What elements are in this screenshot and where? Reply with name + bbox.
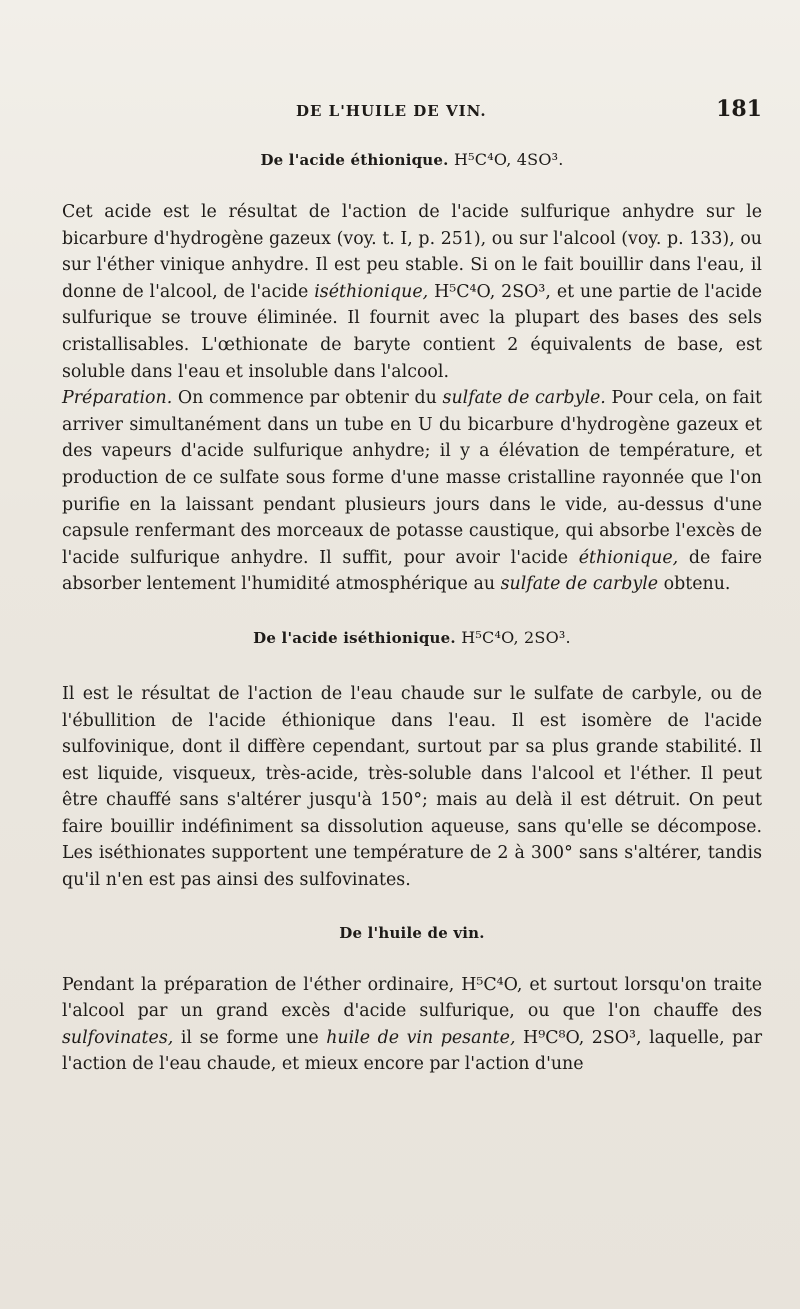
running-title: DE L'HUILE DE VIN.	[296, 102, 487, 120]
heading-formula: H⁵C⁴O, 2SO³.	[461, 627, 571, 647]
text-run: obtenu.	[658, 574, 731, 595]
heading-text: De l'huile de vin.	[339, 923, 485, 942]
text-run: H⁹C⁸O, 2SO³, laquelle, par l'action de l'eau chaude, et mieux encore par l'action d'une	[62, 1027, 763, 1075]
text-run: de faire absorber lentement l'humidité atmosphérique au	[62, 547, 762, 595]
italic-run: sulfate de carbyle.	[442, 388, 606, 409]
page-number: 181	[716, 96, 762, 122]
paragraph-preparation	[62, 385, 762, 598]
section-heading-isethionique	[62, 628, 762, 647]
italic-run: Préparation.	[62, 388, 173, 409]
paragraph-huile-de-vin	[62, 972, 762, 1078]
text-run: On commence par obtenir du	[172, 388, 443, 409]
text-run: Cet acide est le résultat de l'action de l'acide sulfurique anhydre sur le bicarbure d'hydrogène gazeux (voy. t. I, p. 251), ou sur l'alcool (voy. p. 133), ou sur l'éther vinique anhydre. Il est peu stable. Si on le fait bouillir dans l'eau, il donne de l'alcool, de l'acide	[62, 202, 762, 302]
running-head	[62, 90, 762, 130]
italic-run: sulfovinates,	[62, 1027, 174, 1048]
italic-run: éthionique,	[578, 547, 679, 568]
italic-run: huile de vin pesante,	[326, 1027, 516, 1048]
paragraph-ethionique-intro	[62, 199, 762, 385]
italic-run: iséthionique,	[314, 281, 429, 302]
section-heading-ethionique	[62, 150, 762, 169]
text-run: il se forme une	[173, 1027, 327, 1048]
section-heading-huile-de-vin	[62, 924, 762, 942]
text-run: H⁵C⁴O, 2SO³, et une partie de l'acide sulfurique se trouve éliminée. Il fournit avec la plupart des bases des sels cristallisables. L'œthionate de baryte contient 2 équivalents de base, est soluble dans l'eau et insoluble dans l'alcool.	[62, 281, 763, 382]
text-run: Pendant la préparation de l'éther ordinaire, H⁵C⁴O, et surtout lorsqu'on traite l'alcool par un grand excès d'acide sulfurique, ou que l'on chauffe des	[62, 974, 762, 1022]
text-run: Pour cela, on fait arriver simultanément dans un tube en U du bicarbure d'hydrogène gazeux et des vapeurs d'acide sulfurique anhydre; il y a élévation de température, et production de ce sulfate sous forme d'une masse cristalline rayonnée que l'on purifie en la laissant pendant plusieurs jours dans le vide, au-dessus d'une capsule renfermant des morceaux de potasse caustique, qui absorbe l'excès de l'acide sulfurique anhydre. Il suffit, pour avoir l'acide	[62, 388, 762, 568]
heading-text: De l'acide éthionique.	[260, 151, 449, 169]
italic-run: sulfate de carbyle	[500, 574, 659, 595]
heading-formula: H⁵C⁴O, 4SO³.	[454, 150, 564, 169]
paragraph-isethionique: Il est le résultat de l'action de l'eau chaude sur le sulfate de carbyle, ou de l'ébullition de l'acide éthionique dans l'eau. Il est isomère de l'acide sulfovinique, dont il diffère cependant, surtout par sa plus grande stabilité. Il est liquide, visqueux, très-acide, très-soluble dans l'alcool et l'éther. Il peut être chauffé sans s'altérer jusqu'à 150°; mais au delà il est détruit. On peut faire bouillir indéfiniment sa dissolution aqueuse, sans qu'elle se décompose. Les iséthionates supportent une température de 2 à 300° sans s'altérer, tandis qu'il n'en est pas ainsi des sulfovinates.	[62, 683, 762, 891]
heading-text: De l'acide iséthionique.	[253, 628, 456, 647]
